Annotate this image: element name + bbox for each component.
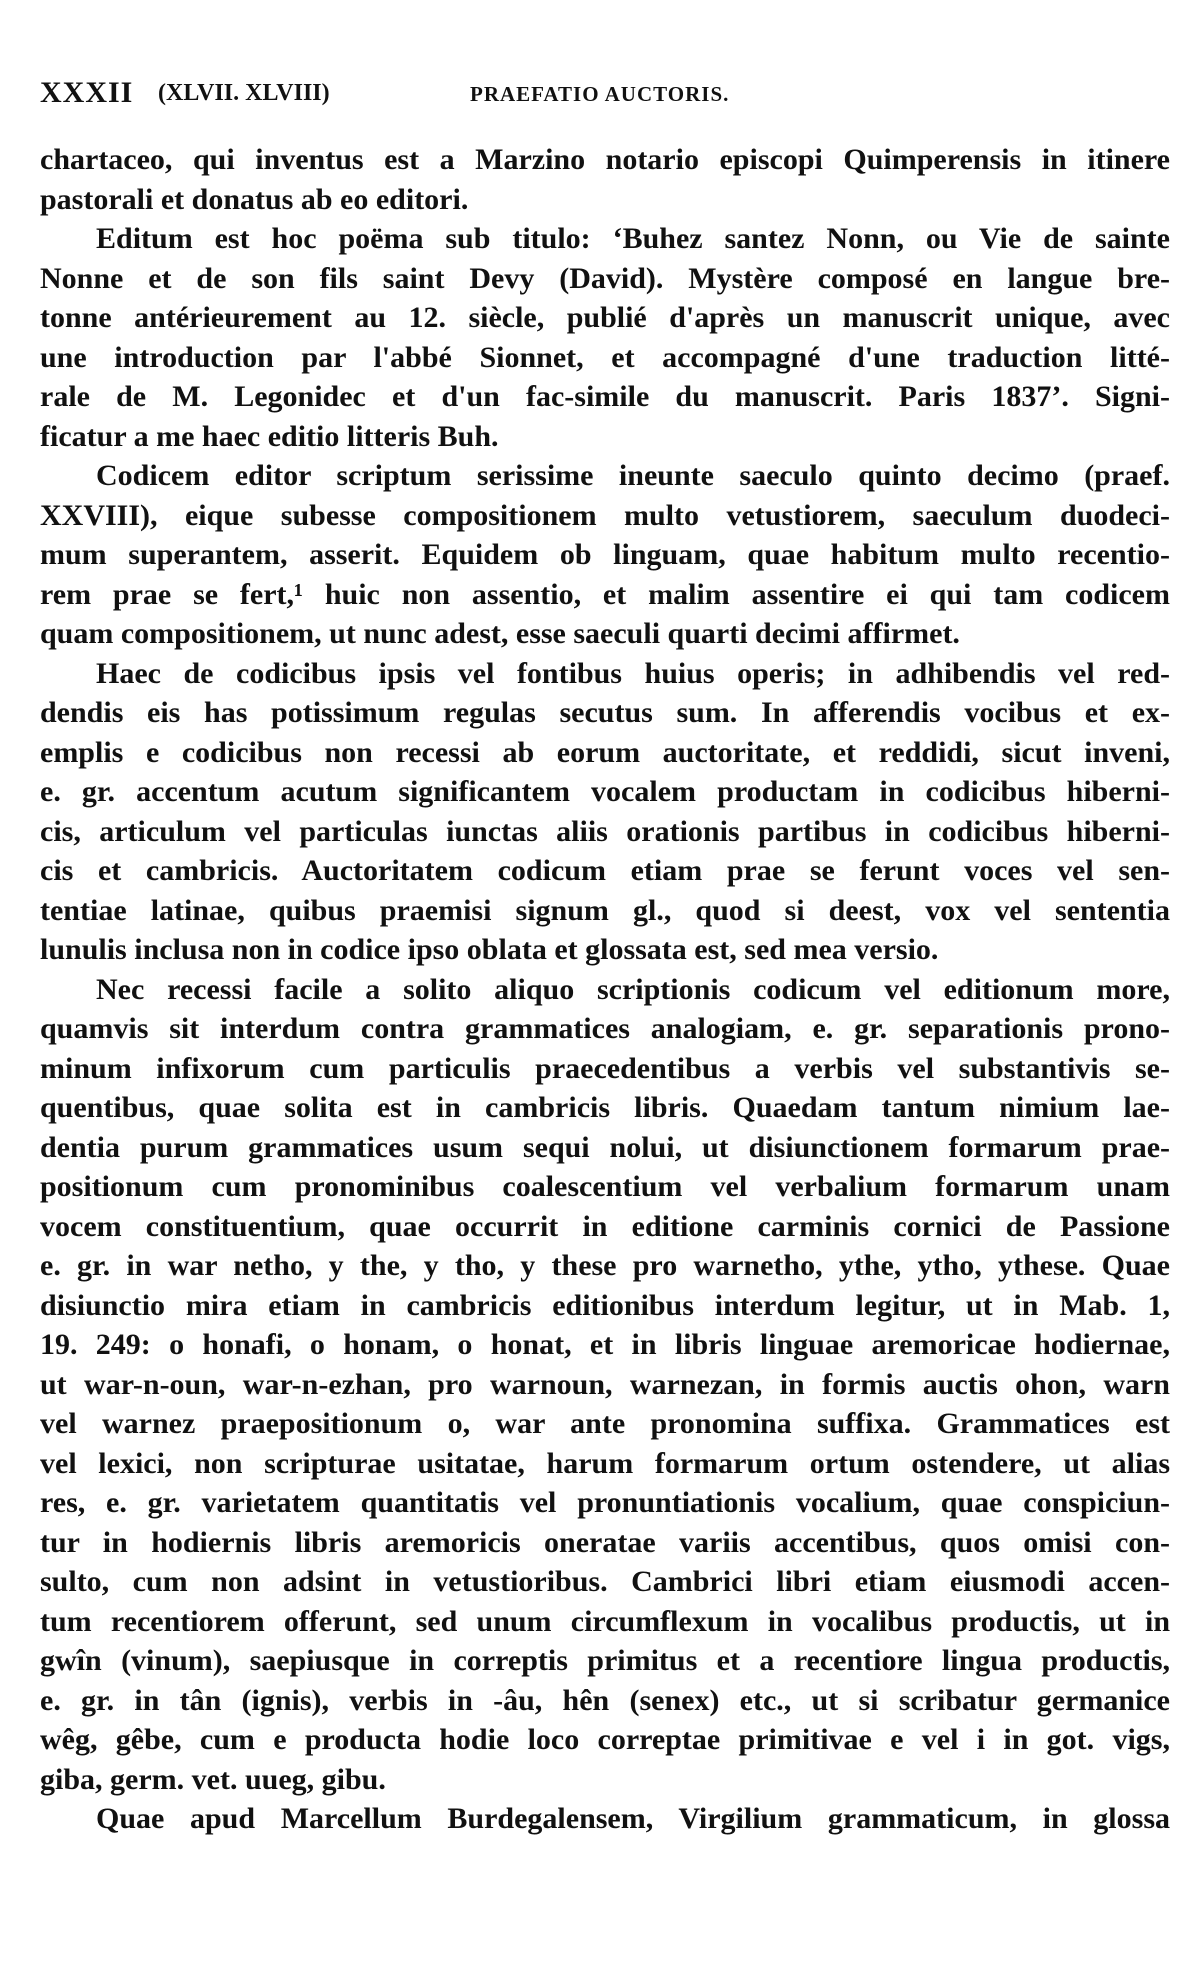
text-line: lunulis inclusa non in codice ipso oblata et glossata est, sed mea versio. xyxy=(40,933,939,966)
text-line: rem prae se fert,¹ huic non assentio, et malim assentire ei qui tam codicem xyxy=(40,577,1170,611)
text-line: dentia purum grammatices usum sequi nolui, ut disiunctionem formarum prae- xyxy=(40,1130,1170,1164)
text-line: e. gr. in tân (ignis), verbis in -âu, hên (senex) etc., ut si scribatur germanice xyxy=(40,1683,1170,1717)
text-line: quamvis sit interdum contra grammatices analogiam, e. gr. separationis prono- xyxy=(40,1012,1170,1045)
section-reference: (XLVII. XLVIII) xyxy=(158,80,330,106)
text-line: e. gr. in war netho, y the, y tho, y these pro warnetho, ythe, ytho, ythese. Quae xyxy=(40,1249,1170,1282)
text-line: vel warnez praepositionum o, war ante pronomina suffixa. Grammatices est xyxy=(40,1407,1170,1440)
text-line: Nonne et de son fils saint Devy (David). Mystère composé en langue bre- xyxy=(40,261,1170,295)
running-title: PRAEFATIO AUCTORIS. xyxy=(470,82,730,106)
text-line: 19. 249: o honafi, o honam, o honat, et in libris linguae aremoricae hodiernae, xyxy=(40,1328,1170,1361)
text-line: res, e. gr. varietatem quantitatis vel pronuntiationis vocalium, quae conspiciun- xyxy=(40,1486,1170,1519)
text-line: vocem constituentium, quae occurrit in editione carminis cornici de Passione xyxy=(40,1209,1170,1243)
text-line: wêg, gêbe, cum e producta hodie loco correptae primitivae e vel i in got. vigs, xyxy=(40,1723,1170,1756)
text-line: Editum est hoc poëma sub titulo: ‘Buhez santez Nonn, ou Vie de sainte xyxy=(96,222,1170,255)
page-number: XXXII xyxy=(40,76,134,109)
text-line: disiunctio mira etiam in cambricis editionibus interdum legitur, ut in Mab. 1, xyxy=(40,1288,1170,1322)
text-line: tur in hodiernis libris aremoricis oneratae variis accentibus, quos omisi con- xyxy=(40,1525,1170,1559)
text-line: sulto, cum non adsint in vetustioribus. Cambrici libri etiam eiusmodi accen- xyxy=(40,1565,1170,1598)
text-line: une introduction par l'abbé Sionnet, et accompagné d'une traduction litté- xyxy=(40,340,1170,374)
text-line: cis, articulum vel particulas iunctas aliis orationis partibus in codicibus hiberni- xyxy=(40,814,1170,848)
text-line: emplis e codicibus non recessi ab eorum auctoritate, et reddidi, sicut inveni, xyxy=(40,735,1170,769)
text-line: tum recentiorem offerunt, sed unum circumflexum in vocalibus productis, ut in xyxy=(40,1604,1170,1638)
text-line: quentibus, quae solita est in cambricis libris. Quaedam tantum nimium lae- xyxy=(40,1091,1170,1124)
text-line: vel lexici, non scripturae usitatae, harum formarum ortum ostendere, ut alias xyxy=(40,1446,1170,1480)
running-header xyxy=(40,76,1160,116)
text-line: positionum cum pronominibus coalescentium vel verbalium formarum unam xyxy=(40,1170,1170,1203)
text-line: Codicem editor scriptum serissime ineunte saeculo quinto decimo (praef. xyxy=(96,459,1170,492)
text-line: quam compositionem, ut nunc adest, esse saeculi quarti decimi affirmet. xyxy=(40,617,960,650)
body-text xyxy=(40,140,1170,1839)
text-line: mum superantem, asserit. Equidem ob linguam, quae habitum multo recentio- xyxy=(40,538,1170,571)
text-line: e. gr. accentum acutum significantem vocalem productam in codicibus hiberni- xyxy=(40,775,1170,808)
text-line: chartaceo, qui inventus est a Marzino notario episcopi Quimperensis in itinere xyxy=(40,143,1170,176)
text-line: Nec recessi facile a solito aliquo scriptionis codicum vel editionum more, xyxy=(96,972,1170,1006)
text-line: cis et cambricis. Auctoritatem codicum etiam prae se ferunt voces vel sen- xyxy=(40,854,1170,887)
text-line: tentiae latinae, quibus praemisi signum gl., quod si deest, vox vel sententia xyxy=(40,893,1170,927)
text-line: XXVIII), eique subesse compositionem multo vetustiorem, saeculum duodeci- xyxy=(40,498,1170,532)
text-line: Quae apud Marcellum Burdegalensem, Virgilium grammaticum, in glossa xyxy=(96,1802,1170,1835)
text-line: rale de M. Legonidec et d'un fac-simile du manuscrit. Paris 1837’. Signi- xyxy=(40,380,1170,413)
text-line: minum infixorum cum particulis praecedentibus a verbis vel substantivis se- xyxy=(40,1051,1170,1085)
text-line: tonne antérieurement au 12. siècle, publié d'après un manuscrit unique, avec xyxy=(40,301,1170,334)
text-line: Haec de codicibus ipsis vel fontibus huius operis; in adhibendis vel red- xyxy=(96,656,1170,690)
text-line: giba, germ. vet. uueg, gibu. xyxy=(40,1762,386,1796)
text-line: gwîn (vinum), saepiusque in correptis primitus et a recentiore lingua productis, xyxy=(40,1644,1170,1677)
text-line: ficatur a me haec editio litteris Buh. xyxy=(40,419,499,453)
text-line: pastorali et donatus ab eo editori. xyxy=(40,182,469,216)
text-line: dendis eis has potissimum regulas secutus sum. In afferendis vocibus et ex- xyxy=(40,696,1170,729)
text-line: ut war-n-oun, war-n-ezhan, pro warnoun, warnezan, in formis auctis ohon, warn xyxy=(40,1367,1170,1401)
